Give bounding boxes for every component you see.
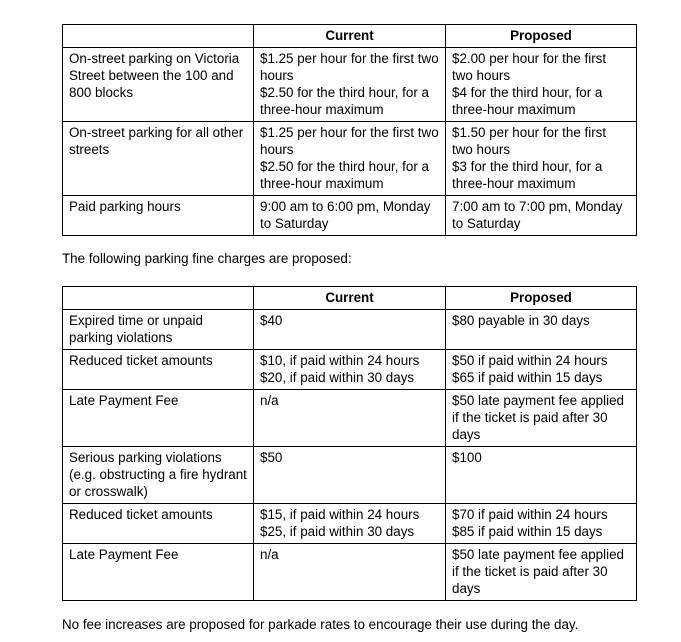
cell-text: $100 xyxy=(452,450,482,465)
footer-note-paragraph: No fee increases are proposed for parkade rates to encourage their use during the day. xyxy=(62,617,579,632)
label-cell xyxy=(63,122,254,196)
proposed-cell xyxy=(446,350,637,390)
label-cell xyxy=(63,350,254,390)
cell-text: $50 late payment fee applied if the ticket is paid after 30 days xyxy=(452,393,624,442)
label-cell xyxy=(63,48,254,122)
cell-text: $4 for the third hour, for a three-hour maximum xyxy=(452,85,603,117)
parking-rates-table xyxy=(62,24,637,236)
cell-text: $50 late payment fee applied if the ticket is paid after 30 days xyxy=(452,547,624,596)
current-cell xyxy=(254,350,446,390)
proposed-cell xyxy=(446,390,637,447)
cell-text: $80 payable in 30 days xyxy=(452,313,590,328)
cell-text: $50 if paid within 24 hours xyxy=(452,353,608,368)
proposed-cell xyxy=(446,48,637,122)
proposed-cell xyxy=(446,196,637,236)
cell-text: On-street parking for all other streets xyxy=(69,125,244,157)
table-row xyxy=(63,196,637,236)
cell-text: $25, if paid within 30 days xyxy=(260,524,415,539)
parking-fines-table xyxy=(62,286,637,601)
cell-text: $1.50 per hour for the first two hours xyxy=(452,125,607,157)
cell-text: Late Payment Fee xyxy=(69,547,179,562)
label-cell xyxy=(63,310,254,350)
current-cell xyxy=(254,48,446,122)
table-row xyxy=(63,122,637,196)
current-cell xyxy=(254,310,446,350)
table-row xyxy=(63,504,637,544)
proposed-cell xyxy=(446,447,637,504)
current-cell xyxy=(254,544,446,601)
cell-text: Late Payment Fee xyxy=(69,393,179,408)
cell-text: Expired time or unpaid parking violations xyxy=(69,313,203,345)
fines-header-current: Current xyxy=(254,287,446,310)
cell-text: On-street parking on Victoria Street between the 100 and 800 blocks xyxy=(69,51,240,100)
fines-header-row xyxy=(63,287,637,310)
current-cell xyxy=(254,196,446,236)
rates-header-current: Current xyxy=(254,25,446,48)
table-row xyxy=(63,390,637,447)
label-cell xyxy=(63,196,254,236)
rates-header-blank xyxy=(63,25,254,48)
proposed-cell xyxy=(446,310,637,350)
cell-text: $2.00 per hour for the first two hours xyxy=(452,51,607,83)
fines-intro-paragraph: The following parking fine charges are proposed: xyxy=(62,251,352,266)
cell-text: $40 xyxy=(260,313,283,328)
cell-text: Serious parking violations (e.g. obstructing a fire hydrant or crosswalk) xyxy=(69,450,247,499)
cell-text: $15, if paid within 24 hours xyxy=(260,507,420,522)
label-cell xyxy=(63,504,254,544)
table-row xyxy=(63,310,637,350)
cell-text: $3 for the third hour, for a three-hour maximum xyxy=(452,159,603,191)
cell-text: $70 if paid within 24 hours xyxy=(452,507,608,522)
cell-text: $1.25 per hour for the first two hours xyxy=(260,51,439,83)
table-row xyxy=(63,350,637,390)
rates-header-proposed: Proposed xyxy=(446,25,637,48)
table-row xyxy=(63,447,637,504)
cell-text: $50 xyxy=(260,450,283,465)
fines-header-proposed: Proposed xyxy=(446,287,637,310)
cell-text: $2.50 for the third hour, for a three-hour maximum xyxy=(260,159,429,191)
proposed-cell xyxy=(446,544,637,601)
cell-text: Reduced ticket amounts xyxy=(69,507,213,522)
proposed-cell xyxy=(446,122,637,196)
cell-text: n/a xyxy=(260,393,279,408)
cell-text: $20, if paid within 30 days xyxy=(260,370,415,385)
table-row xyxy=(63,544,637,601)
cell-text: $1.25 per hour for the first two hours xyxy=(260,125,439,157)
cell-text: $2.50 for the third hour, for a three-hour maximum xyxy=(260,85,429,117)
cell-text: 7:00 am to 7:00 pm, Monday to Saturday xyxy=(452,199,623,231)
cell-text: Paid parking hours xyxy=(69,199,181,214)
proposed-cell xyxy=(446,504,637,544)
cell-text: 9:00 am to 6:00 pm, Monday to Saturday xyxy=(260,199,431,231)
fines-table-body xyxy=(63,310,637,601)
rates-table-body xyxy=(63,48,637,236)
cell-text: $10, if paid within 24 hours xyxy=(260,353,420,368)
cell-text: n/a xyxy=(260,547,279,562)
label-cell xyxy=(63,544,254,601)
rates-header-row xyxy=(63,25,637,48)
current-cell xyxy=(254,122,446,196)
current-cell xyxy=(254,447,446,504)
cell-text: Reduced ticket amounts xyxy=(69,353,213,368)
fines-header-blank xyxy=(63,287,254,310)
cell-text: $85 if paid within 15 days xyxy=(452,524,603,539)
current-cell xyxy=(254,504,446,544)
label-cell xyxy=(63,390,254,447)
label-cell xyxy=(63,447,254,504)
current-cell xyxy=(254,390,446,447)
table-row xyxy=(63,48,637,122)
cell-text: $65 if paid within 15 days xyxy=(452,370,603,385)
